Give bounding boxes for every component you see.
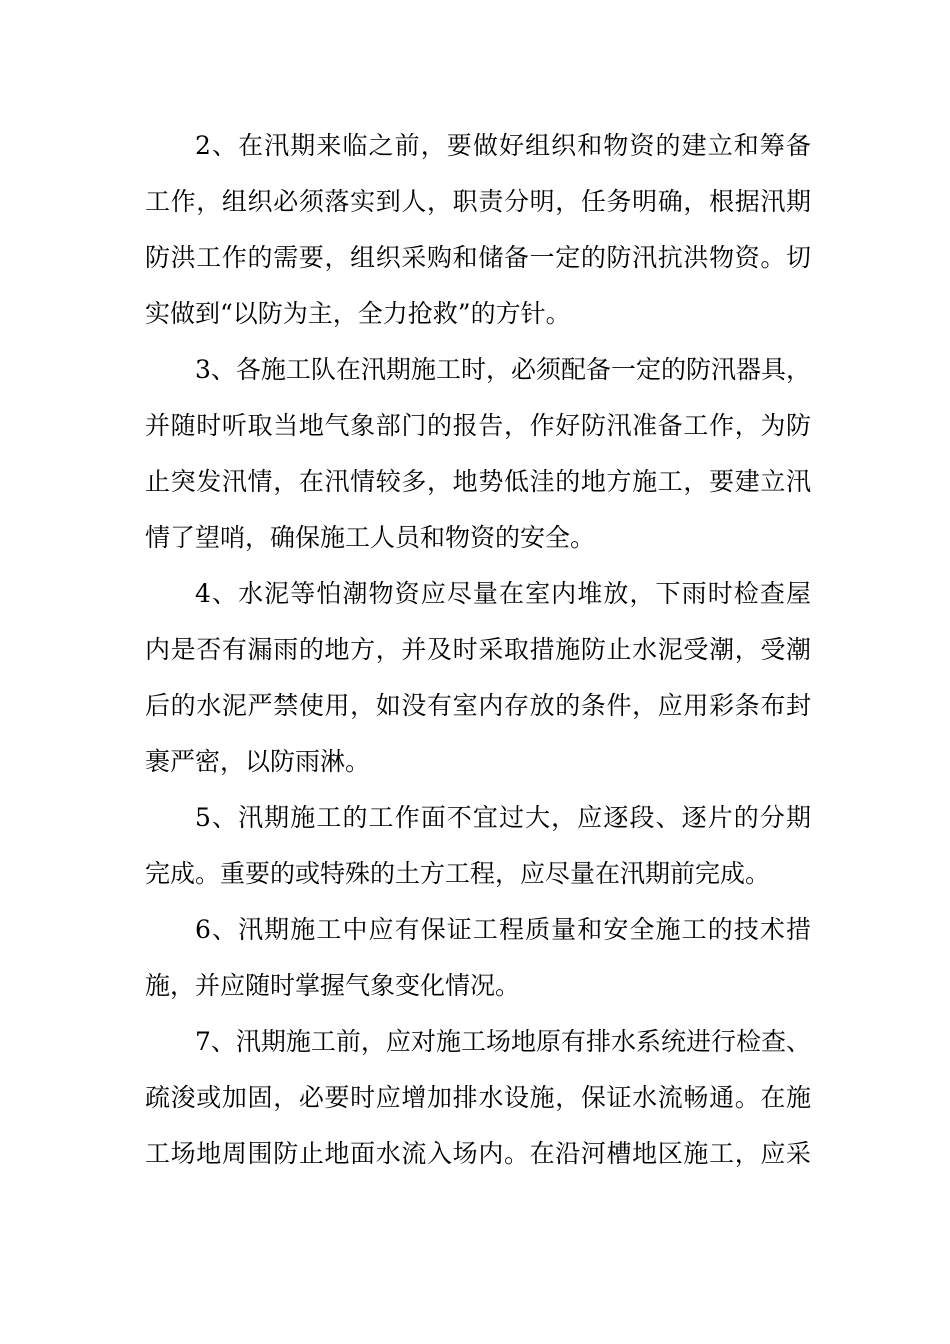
paragraph-7 — [145, 1014, 811, 1182]
text-line: 防洪工作的需要，组织采购和储备一定的防汛抗洪物资。切 — [145, 243, 811, 272]
text-line: 内是否有漏雨的地方，并及时采取措施防止水泥受潮，受潮 — [145, 635, 811, 664]
text-line: 后的水泥严禁使用，如没有室内存放的条件，应用彩条布封 — [145, 691, 811, 720]
text-line: 实做到“以防为主，全力抢救”的方针。 — [145, 299, 571, 328]
paragraph-2 — [145, 118, 811, 342]
text-line: 并随时听取当地气象部门的报告，作好防汛准备工作，为防 — [145, 411, 811, 440]
text-line: 2、在汛期来临之前，要做好组织和物资的建立和筹备 — [195, 131, 811, 160]
paragraph-6 — [145, 902, 811, 1014]
document-body — [145, 118, 811, 1182]
text-line: 工场地周围防止地面水流入场内。在沿河槽地区施工，应采 — [145, 1139, 811, 1168]
text-line: 裹严密，以防雨淋。 — [145, 747, 371, 776]
text-line: 情了望哨，确保施工人员和物资的安全。 — [145, 523, 596, 552]
text-line: 施，并应随时掌握气象变化情况。 — [145, 971, 521, 1000]
text-line: 工作，组织必须落实到人，职责分明，任务明确，根据汛期 — [145, 187, 811, 216]
text-line: 5、汛期施工的工作面不宜过大，应逐段、逐片的分期 — [195, 803, 811, 832]
paragraph-3 — [145, 342, 811, 566]
paragraph-5 — [145, 790, 811, 902]
text-line: 完成。重要的或特殊的土方工程，应尽量在汛期前完成。 — [145, 859, 771, 888]
text-line: 疏浚或加固，必要时应增加排水设施，保证水流畅通。在施 — [145, 1083, 811, 1112]
text-line: 3、各施工队在汛期施工时，必须配备一定的防汛器具， — [195, 355, 811, 384]
text-line: 7、汛期施工前，应对施工场地原有排水系统进行检查、 — [195, 1027, 811, 1056]
paragraph-4 — [145, 566, 811, 790]
text-line: 6、汛期施工中应有保证工程质量和安全施工的技术措 — [195, 915, 811, 944]
text-line: 4、水泥等怕潮物资应尽量在室内堆放，下雨时检查屋 — [195, 579, 811, 608]
text-line: 止突发汛情，在汛情较多，地势低洼的地方施工，要建立汛 — [145, 467, 811, 496]
